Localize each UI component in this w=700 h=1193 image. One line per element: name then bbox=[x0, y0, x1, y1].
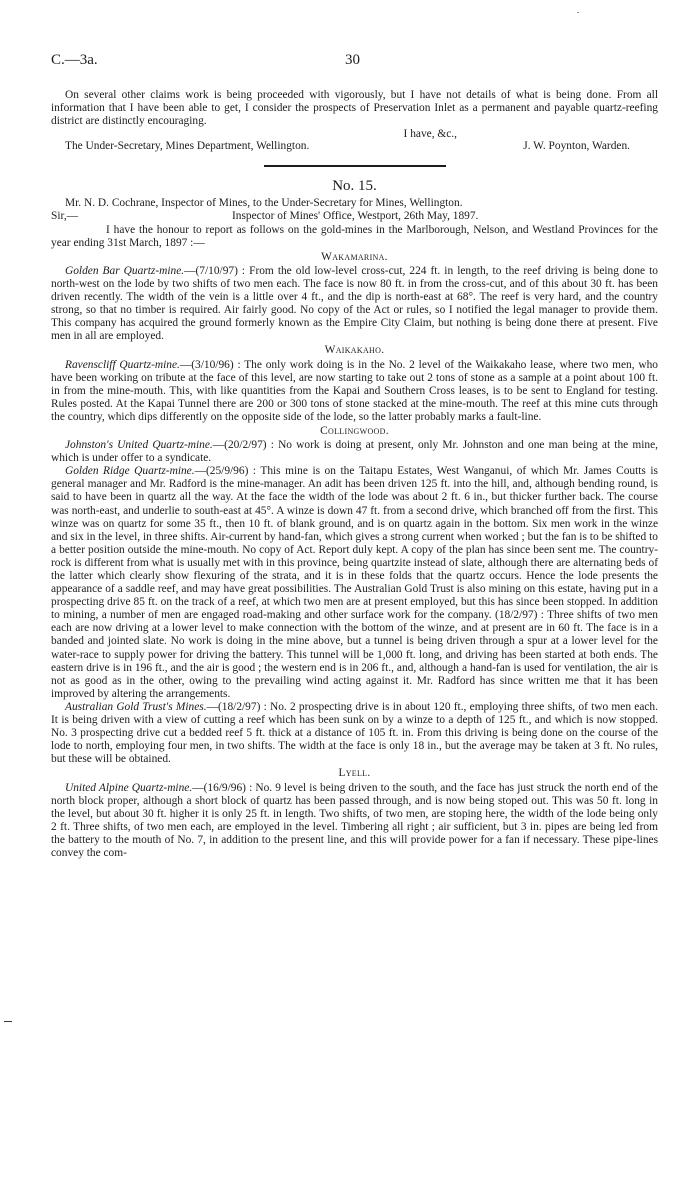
body-text bbox=[51, 89, 658, 860]
closing: I have, &c., bbox=[403, 128, 457, 141]
mine-name: Ravenscliff Quartz-mine. bbox=[65, 358, 180, 371]
signature-line bbox=[51, 140, 658, 153]
entry-text: —(16/9/96) : No. 9 level is being driven to the south, and the face has just struck the north end of the north block proper, although a short block of quartz has been passed through, and is now being stoped out. This was 50 ft. long in the level, but about 30 ft. higher it is only 25 ft. in length. Two shifts, of two men, are stoping here, the width of the lode being only 2 ft. Three shifts, of two men each, are employed in the level. Timbering all right ; air sufficient, but 3 in. pipes are being led from the battery to the mouth of No. 7, in addition to the present line, and this will provide power for a fan if necessary. These pipe-lines convey the com- bbox=[51, 781, 658, 859]
section-rule bbox=[264, 165, 446, 167]
mine-name: Johnston's United Quartz-mine. bbox=[65, 439, 213, 452]
paper-reference: C.—3a. bbox=[51, 52, 98, 68]
running-header bbox=[51, 54, 658, 72]
mine-name: Australian Gold Trust's Mines. bbox=[65, 700, 207, 713]
heading-waikakaho: Waikakaho. bbox=[324, 344, 385, 357]
paragraph-intro: On several other claims work is being proceeded with vigorously, but I have not details of what is being done. From all information that I have been able to get, I consider the prospects of Preservation Inlet as a permanent and payable quartz-reefing district are distinctly encouraging. bbox=[51, 89, 658, 128]
margin-mark bbox=[4, 1021, 12, 1022]
heading-collingwood: Collingwood. bbox=[320, 424, 389, 437]
entry-united-alpine bbox=[51, 782, 658, 861]
entry-text: —(7/10/97) : From the old low-level cross-cut, 224 ft. in length, to the reef driving is being done to north-west on the lode by two shifts of two men each. The face is now 80 ft. in from the cross-cut, and of this about 30 ft. has been driven recently. The width of the vein is a little over 4 ft., and the dip is north-east at 68°. The reef is very hard, and the country strong, so that no timber is required. Air fairly good. No copy of the Act or rules, so I notified the legal manager to provide them. This company has acquired the ground formerly known as the Empire City Claim, but nothing is being done there at present. Five men in all are employed. bbox=[51, 264, 658, 343]
mine-name: United Alpine Quartz-mine. bbox=[65, 781, 193, 794]
salutation: Sir,— bbox=[51, 210, 79, 223]
scan-mark bbox=[577, 12, 579, 13]
entry-golden-ridge bbox=[51, 465, 658, 701]
page-number: 30 bbox=[345, 52, 360, 68]
address-line: Mr. N. D. Cochrane, Inspector of Mines, to the Under-Secretary for Mines, Wellington. bbox=[65, 197, 463, 210]
entry-australian-gold-trust bbox=[51, 701, 658, 766]
office-date: Inspector of Mines' Office, Westport, 26th May, 1897. bbox=[232, 210, 479, 223]
entry-johnstons bbox=[51, 439, 658, 465]
entry-text: —(20/2/97) : No work is doing at present, only Mr. Johnston and one man being at the mine, which is under offer to a syndicate. bbox=[51, 439, 658, 465]
entry-ravenscliff bbox=[51, 359, 658, 424]
entry-golden-bar bbox=[51, 265, 658, 344]
document-number: No. 15. bbox=[332, 178, 377, 195]
mine-name: Golden Ridge Quartz-mine. bbox=[65, 465, 195, 478]
salutation-row bbox=[51, 210, 658, 223]
heading-lyell: Lyell. bbox=[338, 767, 371, 780]
mine-name: Golden Bar Quartz-mine. bbox=[65, 264, 185, 277]
signatory: J. W. Poynton, Warden. bbox=[523, 140, 630, 153]
addressee: The Under-Secretary, Mines Department, Wellington. bbox=[65, 140, 310, 153]
paragraph-report: I have the honour to report as follows on the gold-mines in the Marlborough, Nelson, and Westland Provinces for the year ending 31st March, 1897 :— bbox=[51, 223, 658, 249]
entry-text: —(25/9/96) : This mine is on the Taitapu Estates, West Wanganui, of which Mr. James Coutts is general manager and Mr. Radford is the mine-manager. An adit has been driven 125 ft. into the hill, and, although bending round, is said to have been in quartz all the way. At the face the width of the lode was about 2 ft. 6 in., but thicker further back. The course was north-east, and underlie to south-east at 45°. A winze is down 47 ft. from a second drive, which branched off from the first. This winze was on quartz for some 35 ft., then 10 ft. of blank ground, and is on quartz again in the bottom. Six men work in the winze and six in the level, in three shifts. Air-current by hand-fan, which gives a strong current when worked ; but the fan is to be shifted to a better position outside the mine-mouth. No copy of Act. Report duly kept. A copy of the plan has since been sent me. The country-rock is different from what is usually met with in this province, being quartzite instead of slate, although there are alternating beds of the latter which clearly show flexuring of the strata, and it is in these folds that the quartz occurs. Hence the lode presents the appearance of a saddle reef, and may have great possibilities. The Australian Gold Trust is also mining on this estate, having put in a prospecting drive 85 ft. on the track of a reef, at which two men are at present employed, but this has since been stopped. In addition to mining, a number of men are engaged road-making and other surface work for the company. (18/2/97) : Three shifts of two men each are now driving at a lower level to make connection with the bottom of the winze, and at present are in 60 ft. The face is in a banded and jointed slate. No work is doing in the mine above, but a tunnel is being driven through a spur at a lower level for the water-race to supply power for driving the battery. This tunnel will be 1,000 ft. long, and driving has been started at both ends. The eastern drive is in 196 ft., and the air is good ; the western end is in 206 ft., and, although a hand-fan is used for ventilation, the air is not as good as in the other, owing to the prevailing wind acting against it. Mr. Radford has since written me that it has been improved by altering the arrangements. bbox=[51, 465, 658, 700]
heading-wakamarina: Wakamarina. bbox=[321, 250, 388, 263]
entry-text: —(3/10/96) : The only work doing is in the No. 2 level of the Waikakaho lease, where two men, who have been working on tribute at the face of this level, are now starting to take out 2 tons of stone as a sample at a point about 100 ft. in from the mine-mouth. This, with like quantities from the Kapai and Southern Cross leases, is to be sent to England for testing. Rules posted. At the Kapai Tunnel there are 200 or 300 tons of stone stacked at the mine-mouth. The reef at this mine cuts through the country, which dips differently on the opposite side of the lode, so the latter probably marks a fault-line. bbox=[51, 358, 659, 423]
entry-text: —(18/2/97) : No. 2 prospecting drive is in about 120 ft., employing three shifts, of two men each. It is being driven with a view of cutting a reef which has been sunk on by a winze to a depth of 125 ft., and which is now stopped. No. 3 prospecting drive cut a bedded reef 5 ft. thick at a distance of 105 ft. in. From this driving is being done on the course of the lode to north, employing four men, in two shifts. The width at the face is only 18 in., but the average may be taken at 3 ft. No rules, but these will be obtained. bbox=[51, 700, 658, 766]
